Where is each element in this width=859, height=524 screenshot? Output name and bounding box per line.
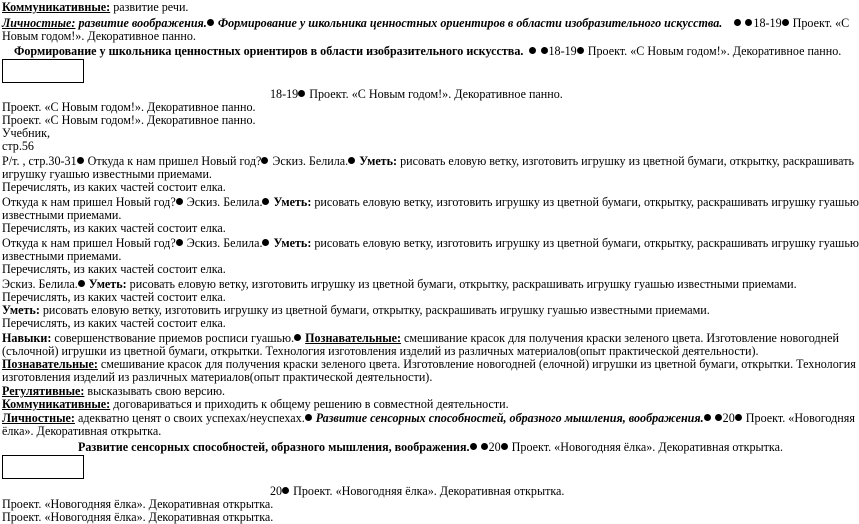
line (2, 181, 226, 194)
bullet-icon (745, 19, 752, 26)
text: Откуда к нам пришел Новый год? (2, 195, 176, 209)
text: Перечислять, из каких частей состоит елка. (2, 290, 226, 304)
lesson-number: 20 (488, 440, 501, 454)
text: стр.56 (2, 139, 34, 153)
text: известными приемами. (2, 208, 122, 222)
line-project (2, 511, 273, 524)
bullet-icon (715, 414, 722, 421)
heading-skill: Уметь: (2, 303, 40, 317)
heading-habits: Навыки: (2, 331, 52, 345)
text: Учебник, (2, 126, 51, 140)
text: Перечислять, из каких частей состоит елка. (2, 180, 226, 194)
heading-personal: Личностные: (2, 16, 76, 30)
empty-box (2, 455, 84, 479)
text: Новым годом!». Декоративное панно. (2, 29, 196, 43)
line (2, 317, 226, 330)
text: Проект. «С Новым годом!». Декоративное панно. (306, 87, 563, 101)
heading-skill: Уметь: (270, 195, 312, 209)
bullet-icon (261, 157, 268, 164)
heading-skill: Уметь: (270, 236, 312, 250)
line-communicative-1 (2, 1, 188, 14)
text: Проект. «Новогодняя (742, 411, 855, 425)
text: Проект. «С Новым годом!». Декоративное панно. (584, 44, 842, 58)
text: Проект. «С (789, 16, 850, 30)
text: договариваться и приходить к общему решению в совместной деятельности. (110, 397, 509, 411)
bullet-icon (176, 239, 183, 246)
text: ёлка». Декоративная открытка. (2, 424, 162, 438)
text: Эскиз. Белила. (183, 236, 263, 250)
text: Эскиз. Белила. (2, 277, 78, 291)
lesson-number: 18-19 (270, 87, 299, 101)
text: рисовать еловую ветку, изготовить игрушку из цветной бумаги, открытку, раскрашивать игрушку гуашью известными приемами. (39, 303, 710, 317)
heading-cognitive: Познавательные: (305, 331, 402, 345)
bullet-icon (262, 198, 269, 205)
text: Эскиз. Белила. (183, 195, 263, 209)
text: Проект. «Новогодняя ёлка». Декоративная открытка. (508, 440, 784, 454)
bold-text: Формирование у школьника ценностных ориентиров в области изобразительного искусства. (14, 44, 524, 58)
bullet-icon (782, 19, 789, 26)
text: высказывать свою версию. (84, 384, 226, 398)
text: Проект. «Новогодняя ёлка». Декоративная открытка. (2, 510, 274, 524)
text: смешивание красок для получения краски зеленого цвета. Изготовление новогодней (елочной) игрушки из цветной бумаги, открытки. Технология (97, 357, 856, 371)
heading-regulatory: Регулятивные: (2, 384, 85, 398)
text: рисовать еловую ветку, изготовить игрушку из цветной бумаги, открытку, раскрашивать игрушку гуашью (311, 236, 859, 250)
lesson-number: 18-19 (548, 44, 577, 58)
bullet-icon (298, 90, 305, 97)
text: Р/т. , стр.30-31 (2, 154, 77, 168)
bullet-icon (481, 443, 488, 450)
bullet-icon (529, 47, 536, 54)
heading-skill: Уметь: (85, 277, 127, 291)
heading-cognitive: Познавательные: (2, 357, 98, 371)
bullet-icon (207, 19, 214, 26)
bold-text: Формирование у школьника ценностных ориентиров в области изобразительного искусства. (214, 16, 723, 30)
line (2, 222, 226, 235)
bold-text: Развитие сенсорных способностей, образного мышления, воображения. (78, 440, 470, 454)
bold-text: развитие воображения. (75, 16, 207, 30)
line-page (2, 140, 34, 153)
text: адекватно ценят о своих успехах/неуспехах. (74, 411, 305, 425)
text: Проект. «Новогодняя ёлка». Декоративная открытка. (2, 497, 274, 511)
text: развитие речи. (110, 0, 189, 14)
text: Проект. «С Новым годом!». Декоративное панно. (2, 100, 256, 114)
line (2, 263, 226, 276)
line-personal-2 (2, 30, 196, 43)
bullet-icon (501, 443, 508, 450)
lesson-number: 18-19 (753, 16, 782, 30)
text: (сълочной) игрушки из цветной бумаги, открытки. Технология изготовления изделий из различных материалов(опыт практической деятельности). (2, 344, 759, 358)
heading-personal: Личностные: (2, 411, 75, 425)
text: рисовать еловую ветку, изготовить игрушку из цветной бумаги, открытку, раскрашивать (397, 154, 854, 168)
line (2, 371, 432, 384)
bullet-icon (734, 19, 741, 26)
text: Откуда к нам пришел Новый год? (84, 154, 262, 168)
lesson-number: 20 (722, 411, 735, 425)
heading-communicative: Коммуникативные: (2, 397, 111, 411)
line-development (78, 441, 783, 454)
text: совершенствование приемов росписи гуашью. (51, 331, 295, 345)
bullet-icon (735, 414, 742, 421)
text: известными приемами. (2, 249, 122, 263)
bullet-icon (470, 443, 477, 450)
heading-skill: Уметь: (356, 154, 398, 168)
bullet-icon (541, 47, 548, 54)
text: Перечислять, из каких частей состоит елка. (2, 221, 226, 235)
heading-communicative: Коммуникативные: (2, 0, 111, 14)
bullet-icon (176, 198, 183, 205)
line-question (2, 237, 859, 250)
line-communicative-2 (2, 398, 509, 411)
text: рисовать еловую ветку, изготовить игрушку из цветной бумаги, открытку, раскрашивать игрушку гуашью (311, 195, 859, 209)
bullet-icon (348, 157, 355, 164)
bullet-icon (704, 414, 711, 421)
text: Проект. «С Новым годом!». Декоративное панно. (2, 113, 256, 127)
line-question (2, 196, 859, 209)
text: изготовления изделий из различных материалов(опыт практической деятельности). (2, 370, 433, 384)
bullet-icon (77, 157, 84, 164)
line (2, 425, 161, 438)
bullet-icon (305, 414, 312, 421)
text: Перечислять, из каких частей состоит елка. (2, 262, 226, 276)
empty-box (2, 59, 84, 83)
text: Эскиз. Белила. (269, 154, 349, 168)
line-project-centered (270, 88, 563, 101)
bullet-icon (282, 487, 289, 494)
bullet-icon (294, 334, 301, 341)
bullet-icon (577, 47, 584, 54)
text: Перечислять, из каких частей состоит елка. (2, 316, 226, 330)
bullet-icon (262, 239, 269, 246)
text: смешивание красок для получения краски зеленого цвета. Изготовление новогодней (401, 331, 839, 345)
text: Откуда к нам пришел Новый год? (2, 236, 176, 250)
text: игрушку гуашью известными приемами. (2, 167, 212, 181)
lesson-number: 20 (270, 484, 283, 498)
bullet-icon (78, 280, 85, 287)
text: Проект. «Новогодняя ёлка». Декоративная открытка. (290, 484, 565, 498)
bold-text: Развитие сенсорных способностей, образного мышления, воображения. (312, 411, 704, 425)
line-project-centered (270, 485, 564, 498)
line-formation (14, 45, 841, 58)
text: рисовать еловую ветку, изготовить игрушку из цветной бумаги, открытку, раскрашивать игрушку гуашью известными приемами. (126, 277, 797, 291)
